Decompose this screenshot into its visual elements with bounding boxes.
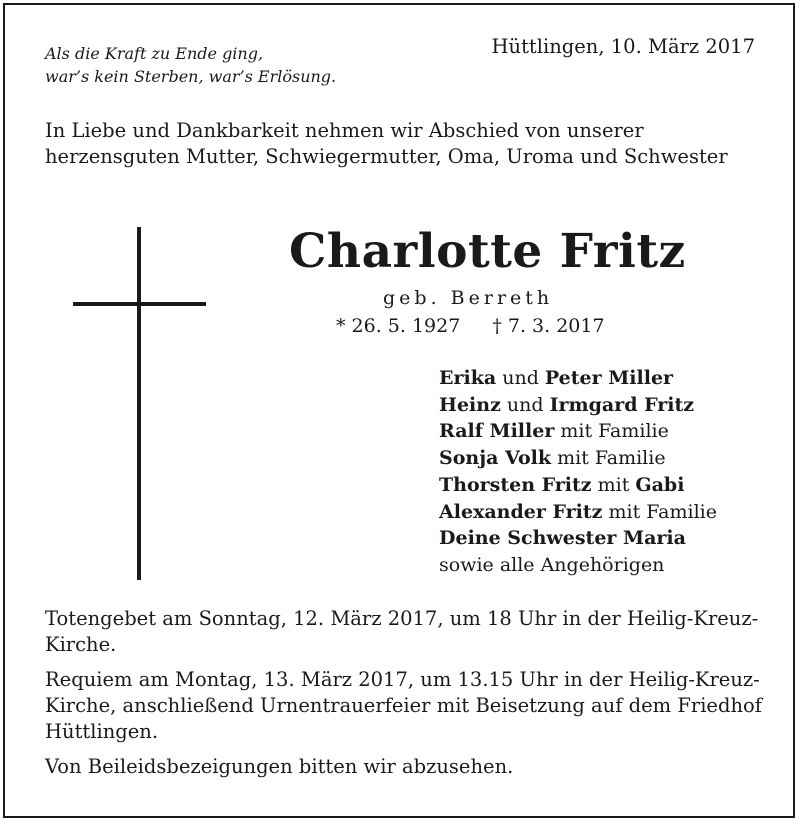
- maiden-name: geb. Berreth: [383, 287, 554, 309]
- motto: [45, 42, 336, 88]
- death-date: † 7. 3. 2017: [492, 315, 605, 337]
- mourner-line: Erika und Peter Miller: [439, 367, 674, 389]
- place-date: Hüttlingen, 10. März 2017: [491, 35, 755, 58]
- requiem-info: Requiem am Montag, 13. März 2017, um 13.15 Uhr in der Heilig-Kreuz-Kirche, anschließend Urnentrauerfeier mit Beisetzung auf dem Friedhof Hüttlingen.: [45, 668, 762, 743]
- mourner-line: Thorsten Fritz mit Gabi: [439, 473, 685, 496]
- mourner-line: Alexander Fritz mit Familie: [439, 500, 717, 523]
- motto-line-1: Als die Kraft zu Ende ging,: [45, 44, 264, 63]
- mourner-line: Heinz und Irmgard Fritz: [439, 393, 695, 416]
- mourner-line: sowie alle Angehörigen: [439, 553, 665, 576]
- deceased-name: Charlotte Fritz: [289, 224, 686, 279]
- mourners-list: [439, 365, 717, 579]
- prayer-info: Totengebet am Sonntag, 12. März 2017, um 18 Uhr in der Heilig-Kreuz-Kirche.: [45, 607, 759, 656]
- mourner-line: Sonja Volk mit Familie: [439, 447, 666, 470]
- mourner-line: Ralf Miller mit Familie: [439, 420, 669, 443]
- mourner-line: Deine Schwester Maria: [439, 527, 686, 550]
- motto-line-2: war’s kein Sterben, war’s Erlösung.: [45, 67, 337, 86]
- life-dates: [336, 313, 605, 339]
- cross-icon: [137, 227, 141, 580]
- condolence-note: Von Beileidsbezeigungen bitten wir abzusehen.: [45, 755, 514, 778]
- intro-text: In Liebe und Dankbarkeit nehmen wir Abschied von unserer herzensguten Mutter, Schwiegermutter, Oma, Uroma und Schwester: [45, 119, 728, 168]
- birth-date: * 26. 5. 1927: [336, 315, 461, 337]
- service-info: [45, 606, 765, 789]
- cross-icon-bar: [73, 302, 206, 306]
